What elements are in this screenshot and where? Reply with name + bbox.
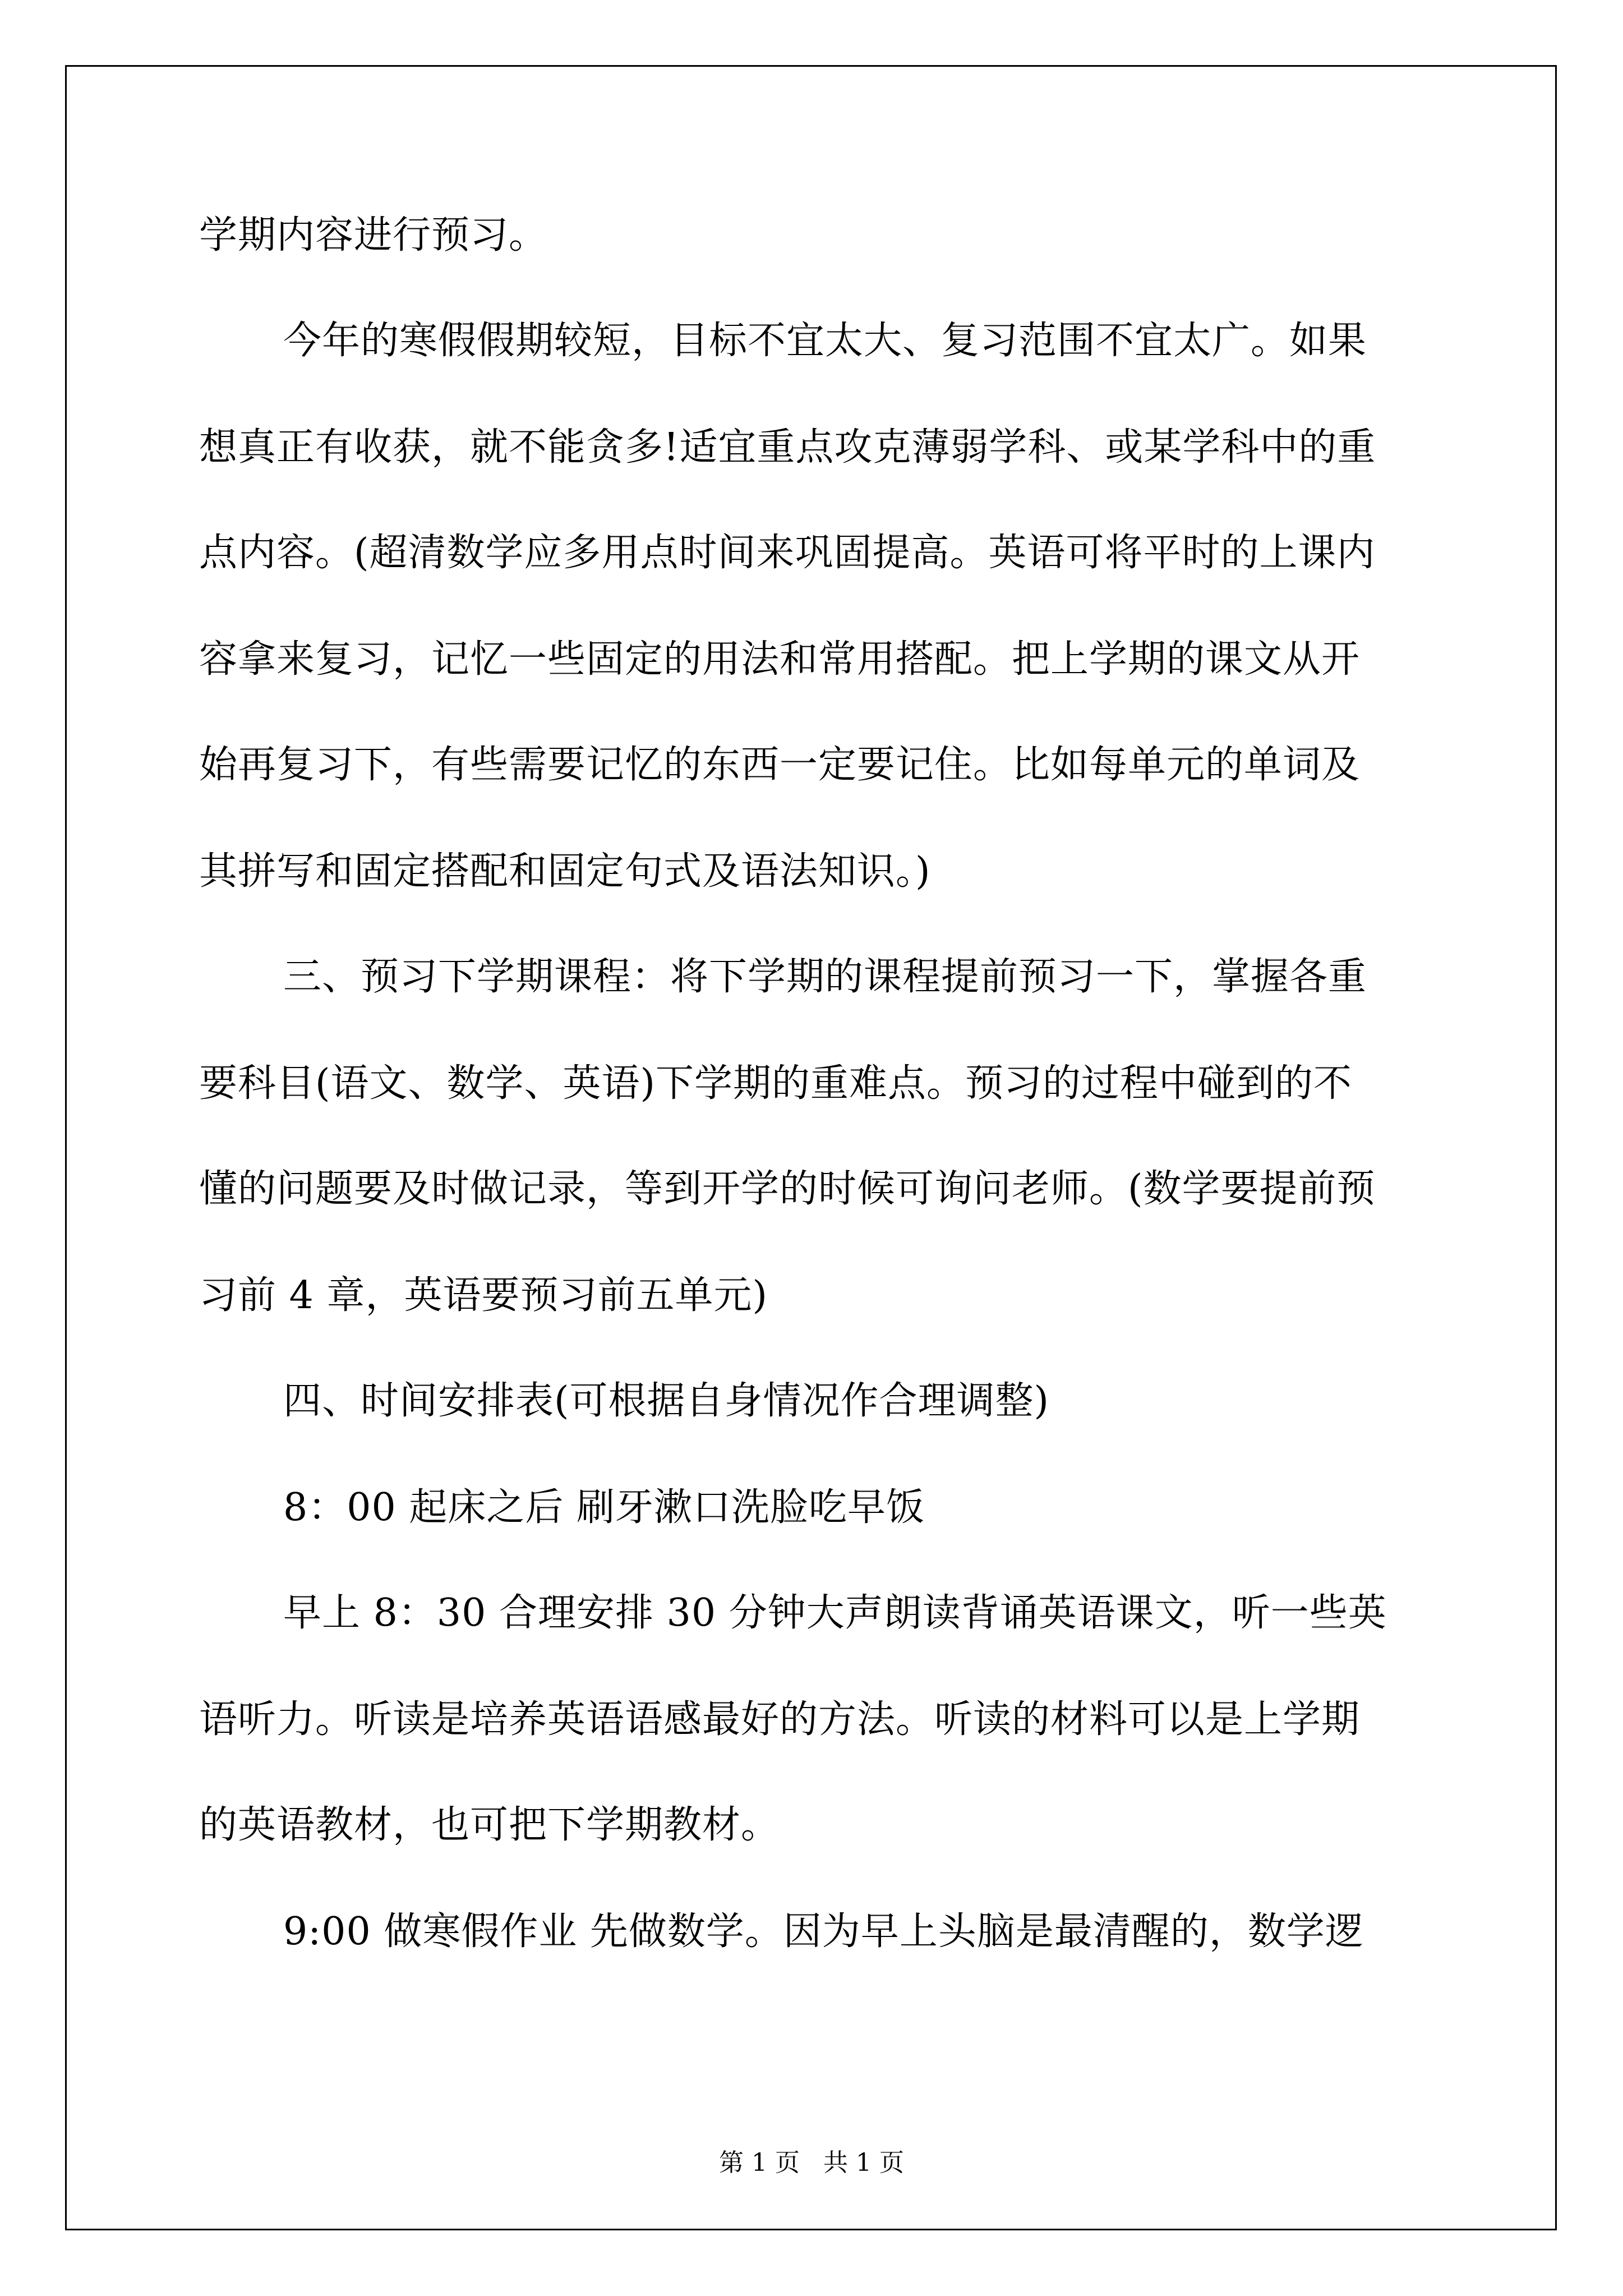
- text-line: 懂的问题要及时做记录，等到开学的时候可询问老师。(数学要提前预: [199, 1167, 1376, 1211]
- text-line: 的英语教材，也可把下学期教材。: [199, 1803, 780, 1847]
- text-line: 学期内容进行预习。: [199, 213, 548, 257]
- page-border: [65, 65, 1557, 2230]
- text-line: 想真正有收获，就不能贪多!适宜重点攻克薄弱学科、或某学科中的重: [199, 425, 1376, 470]
- text-line: 语听力。听读是培养英语语感最好的方法。听读的材料可以是上学期: [199, 1697, 1361, 1742]
- text-line: 8：00 起床之后 刷牙漱口洗脸吃早饭: [283, 1485, 925, 1530]
- page-footer: 第 1 页 共 1 页: [719, 2148, 904, 2177]
- text-line: 早上 8：30 合理安排 30 分钟大声朗读背诵英语课文，听一些英: [283, 1591, 1387, 1635]
- text-line: 点内容。(超清数学应多用点时间来巩固提高。英语可将平时的上课内: [199, 531, 1376, 575]
- text-line: 习前 4 章，英语要预习前五单元): [199, 1273, 768, 1318]
- text-line: 始再复习下，有些需要记忆的东西一定要记住。比如每单元的单词及: [199, 743, 1361, 787]
- text-line: 三、预习下学期课程：将下学期的课程提前预习一下，掌握各重: [283, 955, 1367, 999]
- text-line: 其拼写和固定搭配和固定句式及语法知识。): [199, 849, 931, 894]
- text-line: 要科目(语文、数学、英语)下学期的重难点。预习的过程中碰到的不: [199, 1061, 1353, 1106]
- text-line: 容拿来复习，记忆一些固定的用法和常用搭配。把上学期的课文从开: [199, 637, 1361, 682]
- text-line: 四、时间安排表(可根据自身情况作合理调整): [283, 1379, 1050, 1423]
- text-line: 今年的寒假假期较短，目标不宜太大、复习范围不宜太广。如果: [283, 319, 1367, 363]
- text-line: 9:00 做寒假作业 先做数学。因为早上头脑是最清醒的，数学逻: [283, 1910, 1364, 1954]
